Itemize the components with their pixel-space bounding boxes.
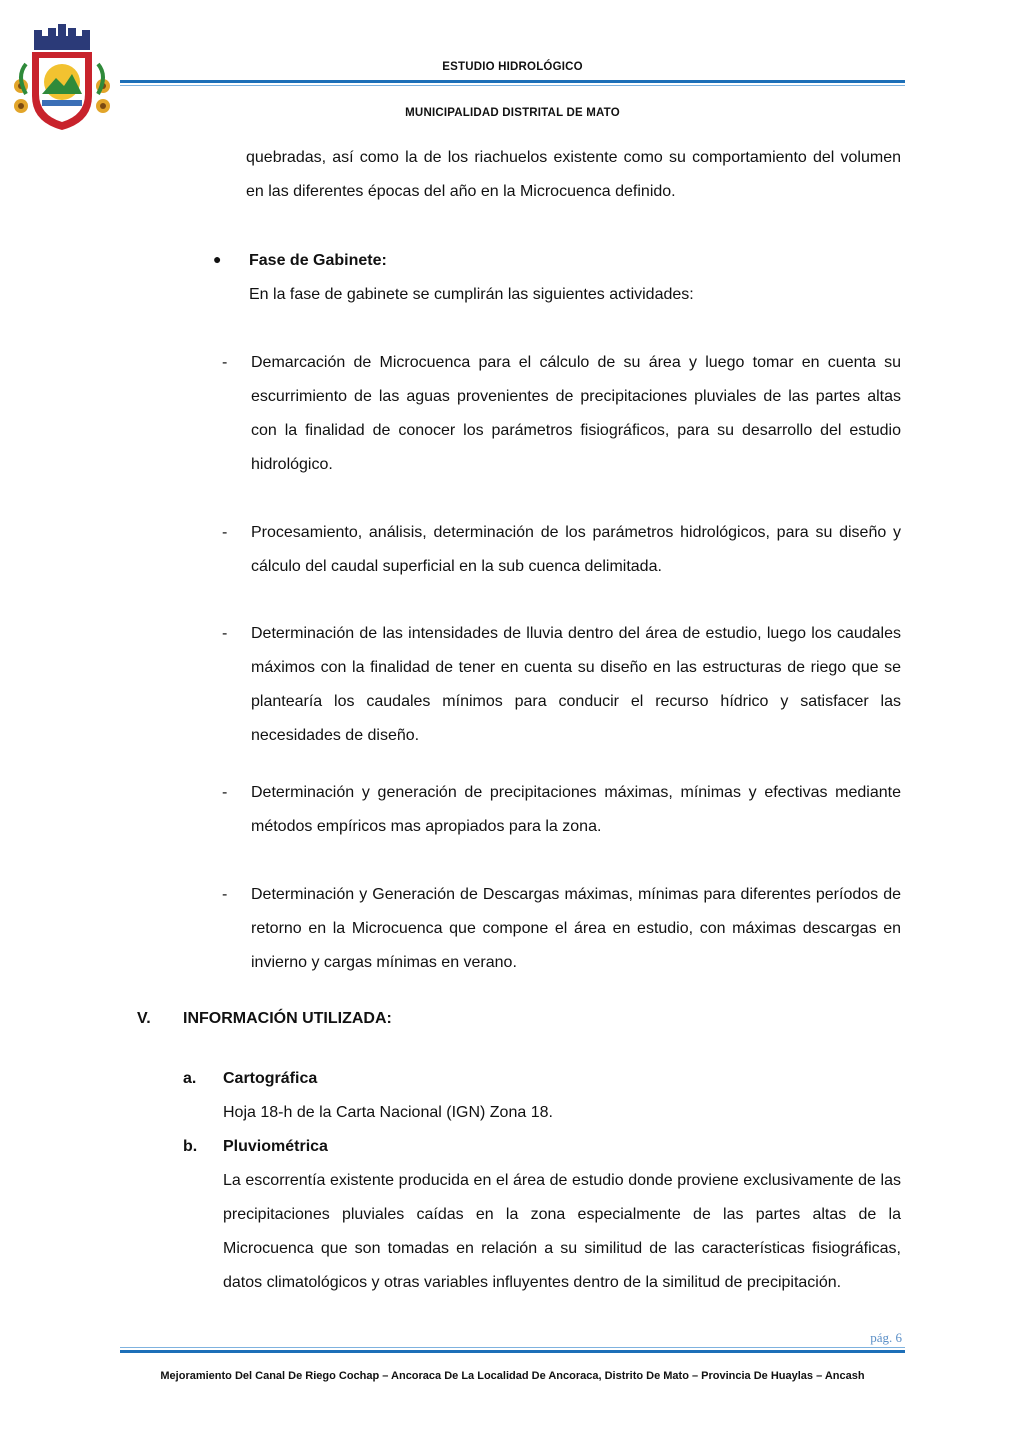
activity-line: hidrológico. xyxy=(251,456,333,473)
dash-marker: - xyxy=(222,886,228,903)
activity-line: métodos empíricos mas apropiados para la zona. xyxy=(251,818,602,835)
activity-line: escurrimiento de las aguas provenientes de precipitaciones pluviales de las partes altas xyxy=(251,388,901,405)
section-title: INFORMACIÓN UTILIZADA: xyxy=(183,1010,392,1027)
dash-marker: - xyxy=(222,784,228,801)
municipal-crest-icon xyxy=(12,24,112,132)
sub-a-title: Cartográfica xyxy=(223,1070,318,1087)
sub-a-label: a. xyxy=(183,1070,197,1087)
sub-b-line: La escorrentía existente producida en el área de estudio donde proviene exclusivamente de las xyxy=(223,1172,901,1189)
sub-b-line: datos climatológicos y otras variables influyentes dentro de la similitud de precipitación. xyxy=(223,1274,842,1291)
activity-line: con la finalidad de conocer los parámetros fisiográficos, para su desarrollo del estudio xyxy=(251,422,901,439)
sub-b-line: Microcuenca que son tomadas en relación a su similitud de las características fisiográficas, xyxy=(223,1240,901,1257)
activity-line: Determinación y generación de precipitaciones máximas, mínimas y efectivas mediante xyxy=(251,784,901,801)
activity-line: retorno en la Microcuenca que compone el área en estudio, con máximas descargas en xyxy=(251,920,901,937)
header-rule-thick xyxy=(120,80,905,83)
intro-line: en las diferentes épocas del año en la Microcuenca definido. xyxy=(246,183,676,200)
dash-marker: - xyxy=(222,524,228,541)
activity-line: Determinación de las intensidades de lluvia dentro del área de estudio, luego los caudales xyxy=(251,625,901,642)
activity-line: invierno y cargas mínimas en verano. xyxy=(251,954,517,971)
activity-line: necesidades de diseño. xyxy=(251,727,420,744)
intro-line: quebradas, así como la de los riachuelos existente como su comportamiento del volumen xyxy=(246,149,901,166)
bullet-icon: ● xyxy=(213,251,222,267)
dash-marker: - xyxy=(222,625,228,642)
gabinete-heading: Fase de Gabinete: xyxy=(249,252,387,269)
dash-marker: - xyxy=(222,354,228,371)
sub-b-line: precipitaciones pluviales caídas en la zona especialmente de las partes altas de la xyxy=(223,1206,901,1223)
sub-a-text: Hoja 18-h de la Carta Nacional (IGN) Zona 18. xyxy=(223,1104,553,1121)
section-number: V. xyxy=(137,1010,151,1027)
footer-rule-thin xyxy=(120,1347,905,1348)
sub-b-label: b. xyxy=(183,1138,198,1155)
activity-line: máximos con la finalidad de tener en cuenta su diseño en las estructuras de riego que se xyxy=(251,659,901,676)
header-title: ESTUDIO HIDROLÓGICO xyxy=(442,61,583,73)
header-rule-thin xyxy=(120,85,905,86)
gabinete-intro: En la fase de gabinete se cumplirán las siguientes actividades: xyxy=(249,286,694,303)
activity-line: cálculo del caudal superficial en la sub cuenca delimitada. xyxy=(251,558,662,575)
footer-rule-thick xyxy=(120,1350,905,1353)
sub-b-title: Pluviométrica xyxy=(223,1138,328,1155)
activity-line: Procesamiento, análisis, determinación de los parámetros hidrológicos, para su diseño y xyxy=(251,524,901,541)
activity-line: plantearía los caudales mínimos para conducir el recurso hídrico y satisfacer las xyxy=(251,693,901,710)
activity-line: Demarcación de Microcuenca para el cálculo de su área y luego tomar en cuenta su xyxy=(251,354,901,371)
header-subtitle: MUNICIPALIDAD DISTRITAL DE MATO xyxy=(405,107,620,119)
page-number: pág. 6 xyxy=(870,1330,902,1345)
activity-line: Determinación y Generación de Descargas máximas, mínimas para diferentes períodos de xyxy=(251,886,901,903)
footer-text: Mejoramiento Del Canal De Riego Cochap – Ancoraca De La Localidad De Ancoraca, Distrito De Mato – Provincia De Huaylas – Ancash xyxy=(160,1370,865,1382)
